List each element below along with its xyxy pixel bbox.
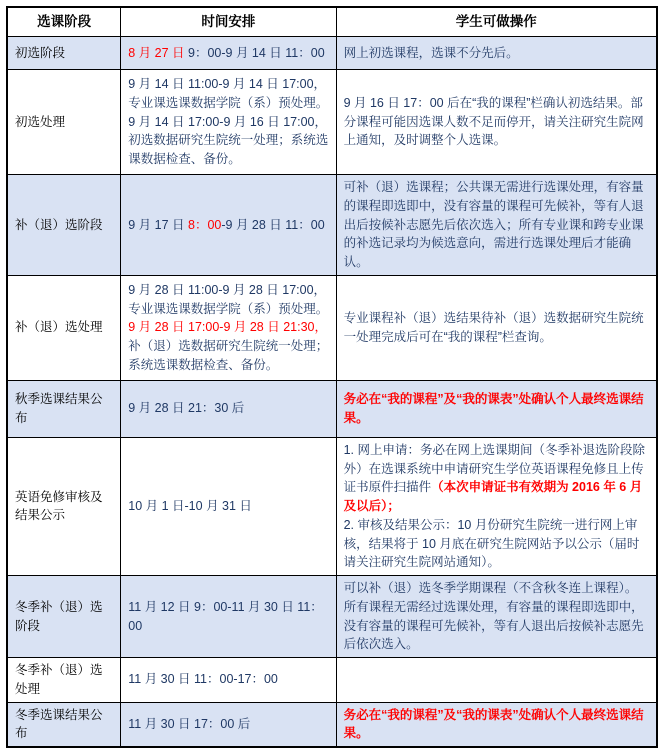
header-row <box>7 7 657 37</box>
stage-cell <box>7 702 121 747</box>
time-cell <box>121 37 336 70</box>
table-row <box>7 275 657 380</box>
time-cell <box>121 70 336 175</box>
time-text: 9 月 14 日 11:00-9 月 14 日 17:00，专业课选课数据学院（系）预处理。9 月 14 日 17:00-9 月 16 日 17:00，初选数据研究生院统一处理；系统选课数据检查、备份。 <box>128 77 329 167</box>
time-cell <box>121 576 336 658</box>
stage-label: 冬季补（退）选阶段 <box>15 599 103 633</box>
time-text: 补（退）选数据研究生院统一处理；系统选课数据检查、备份。 <box>128 339 329 372</box>
ops-cell <box>336 702 657 747</box>
stage-label: 补（退）选阶段 <box>15 217 103 232</box>
ops-alert-text: （本次申请证书有效期为 2016 年 6 月及以后）； <box>343 480 643 513</box>
ops-alert-text: 务必在“我的课程”及“我的课表”处确认个人最终选课结果。 <box>343 392 644 425</box>
stage-cell <box>7 437 121 575</box>
time-cell <box>121 702 336 747</box>
table-row <box>7 702 657 747</box>
stage-cell <box>7 37 121 70</box>
ops-text: 可以补（退）选冬季学期课程（不含秋冬连上课程）。所有课程无需经过选课处理，有容量的课程即选即中，没有容量的课程可先候补，等有人退出后按候补志愿先后依次选入。 <box>343 581 644 652</box>
stage-label: 冬季补（退）选处理 <box>15 663 103 696</box>
time-highlight: 8 月 27 日 <box>128 45 188 60</box>
stage-label: 初选处理 <box>15 114 66 129</box>
stage-cell <box>7 70 121 175</box>
stage-cell <box>7 275 121 380</box>
time-cell <box>121 658 336 703</box>
header-stage: 选课阶段 <box>7 7 121 37</box>
time-text: 9 月 17 日 <box>128 217 188 232</box>
ops-cell <box>336 70 657 175</box>
time-text: 9 月 28 日 11:00-9 月 28 日 17:00，专业课选课数据学院（系）预处理。 <box>128 282 329 316</box>
time-text: 11 月 30 日 11：00-17：00 <box>128 672 278 687</box>
time-text: 10 月 1 日-10 月 31 日 <box>128 499 252 513</box>
time-cell <box>121 380 336 437</box>
ops-cell <box>336 37 657 70</box>
header-time: 时间安排 <box>121 7 336 37</box>
ops-cell <box>336 576 657 658</box>
stage-cell <box>7 576 121 658</box>
time-highlight: 8：00 <box>188 217 222 232</box>
ops-text: 专业课程补（退）选结果待补（退）选数据研究生院统一处理完成后可在“我的课程”栏查询。 <box>343 311 644 344</box>
stage-cell <box>7 658 121 703</box>
ops-text: 可补（退）选课程；公共课无需进行选课处理，有容量的课程即选即中，没有容量的课程可先候补，等有人退出后按候补志愿先后依次选入；所有专业课和跨专业课的补选记录均为候选意向，需进行选课处理后才能确认。 <box>343 180 644 269</box>
table-row <box>7 70 657 175</box>
time-text: 11 月 12 日 9：00-11 月 30 日 11：00 <box>128 599 323 633</box>
stage-label: 初选阶段 <box>15 45 66 60</box>
ops-cell-empty <box>336 658 657 703</box>
stage-label: 补（退）选处理 <box>15 320 103 335</box>
table-row <box>7 380 657 437</box>
ops-text: 2. 审核及结果公示：10 月份研究生院统一进行网上审核，结果将于 10 月底在研究生院网站予以公示（届时请关注研究生院网站通知）。 <box>343 517 640 570</box>
time-cell <box>121 437 336 575</box>
ops-cell <box>336 380 657 437</box>
ops-text: 1. 网上申请：务必在网上选课期间（冬季补退选阶段除外）在选课系统中申请研究生学位英语课程免修且上传证书原件扫描件 <box>343 442 645 495</box>
table-row <box>7 576 657 658</box>
course-selection-schedule-table <box>6 6 658 748</box>
time-text: 9 月 28 日 21：30 后 <box>128 401 245 416</box>
stage-label: 秋季选课结果公布 <box>15 392 103 425</box>
time-text: 9：00-9 月 14 日 11：00 <box>188 45 325 60</box>
time-cell <box>121 175 336 276</box>
stage-label: 英语免修审核及结果公示 <box>15 489 103 523</box>
ops-alert-text: 务必在“我的课程”及“我的课表”处确认个人最终选课结果。 <box>343 707 644 741</box>
ops-text: 9 月 16 日 17：00 后在“我的课程”栏确认初选结果。部分课程可能因选课人数不足而停开，请关注研究生院网上通知，及时调整个人选课。 <box>343 95 644 148</box>
time-text: -9 月 28 日 11：00 <box>221 217 325 232</box>
header-operations: 学生可做操作 <box>336 7 657 37</box>
ops-text: 网上初选课程，选课不分先后。 <box>343 45 519 60</box>
stage-label: 冬季选课结果公布 <box>15 707 103 741</box>
ops-cell <box>336 175 657 276</box>
ops-item-1 <box>344 441 649 516</box>
time-text: 11 月 30 日 17：00 后 <box>128 716 251 731</box>
table-row <box>7 658 657 703</box>
table-row <box>7 175 657 276</box>
time-highlight: 9 月 28 日 17:00-9 月 28 日 21:30， <box>128 320 327 335</box>
table-row <box>7 437 657 575</box>
time-cell <box>121 275 336 380</box>
ops-item-2 <box>344 516 649 572</box>
ops-cell <box>336 275 657 380</box>
table-row <box>7 37 657 70</box>
stage-cell <box>7 175 121 276</box>
ops-cell <box>336 437 657 575</box>
stage-cell <box>7 380 121 437</box>
